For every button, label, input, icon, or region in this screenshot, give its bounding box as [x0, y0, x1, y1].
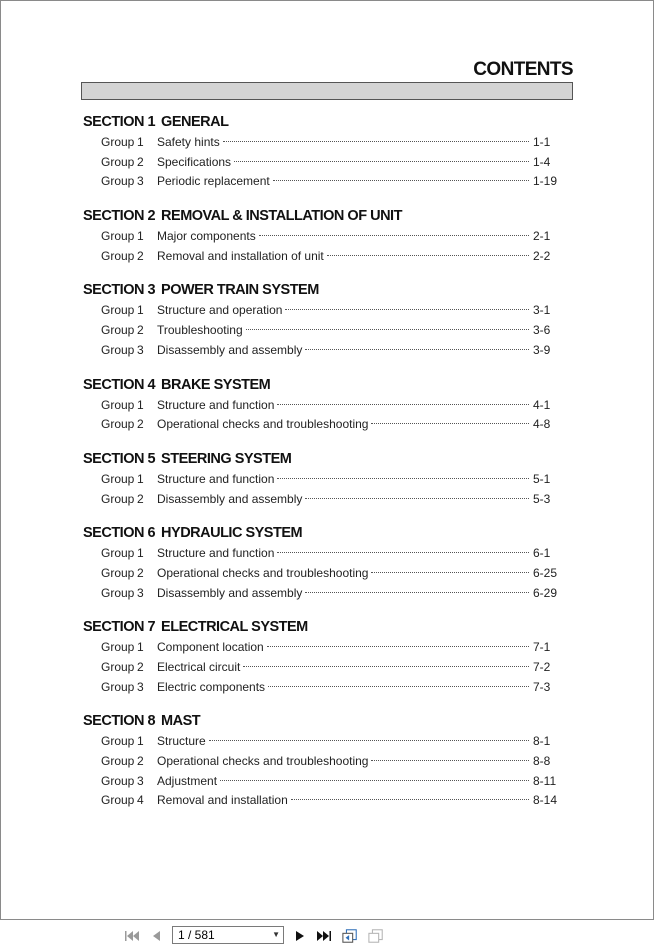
table-of-contents [83, 111, 558, 824]
group-label: Group [101, 491, 135, 506]
toc-entry[interactable] [83, 396, 553, 416]
group-label: Group [101, 174, 135, 189]
group-number: 2 [137, 754, 144, 769]
page-reference[interactable]: 4-1 [533, 397, 551, 412]
toc-section [83, 522, 558, 603]
dot-leader [277, 478, 529, 479]
group-label: Group [101, 417, 135, 432]
toc-entry[interactable] [83, 564, 558, 584]
section-label: SECTION 8 [83, 713, 156, 730]
page-number-field[interactable] [172, 926, 284, 944]
entry-title: Electrical circuit [157, 660, 241, 674]
section-heading [83, 374, 553, 396]
group-label: Group [101, 546, 135, 561]
section-heading [83, 205, 553, 227]
group-number: 2 [137, 323, 144, 338]
group-label: Group [101, 565, 135, 580]
page-reference[interactable]: 7-3 [533, 679, 551, 694]
page-reference[interactable]: 5-1 [533, 471, 551, 486]
group-label: Group [101, 679, 135, 694]
toc-entry[interactable] [83, 638, 553, 658]
dot-leader [277, 404, 529, 405]
toc-entry[interactable] [83, 341, 553, 361]
dot-leader [223, 141, 529, 142]
dot-leader [268, 686, 529, 687]
toc-entry[interactable] [83, 791, 558, 811]
dot-leader [243, 666, 529, 667]
entry-title: Structure and function [157, 546, 275, 561]
entry-title: Removal and installation of unit [157, 248, 324, 263]
section-title: STEERING SYSTEM [161, 450, 292, 467]
group-label: Group [101, 303, 135, 318]
group-label: Group [101, 397, 135, 412]
section-heading [83, 522, 553, 544]
group-number: 3 [137, 679, 144, 694]
page-reference[interactable]: 6-1 [533, 546, 551, 561]
toc-entry[interactable] [83, 153, 553, 173]
group-number: 4 [137, 793, 144, 808]
page-reference[interactable]: 4-8 [533, 417, 551, 432]
page-reference[interactable]: 1-19 [533, 174, 558, 189]
dot-leader [305, 592, 529, 593]
entry-title: Structure and function [157, 471, 275, 486]
dot-leader [327, 255, 529, 256]
entry-title: Adjustment [157, 773, 218, 788]
group-number: 1 [137, 471, 144, 486]
section-label: SECTION 7 [83, 619, 156, 636]
section-label: SECTION 3 [83, 282, 156, 299]
toc-entry[interactable] [83, 678, 553, 698]
page-reference[interactable]: 6-25 [533, 565, 558, 580]
section-heading [83, 279, 553, 301]
entry-title: Troubleshooting [157, 323, 243, 338]
entry-title: Disassembly and assembly [157, 585, 303, 600]
toc-section [83, 111, 558, 192]
group-label: Group [101, 660, 135, 674]
toc-section [83, 448, 553, 509]
group-number: 3 [137, 342, 144, 357]
group-number: 2 [137, 565, 144, 580]
entry-title: Electric components [157, 679, 266, 694]
group-label: Group [101, 342, 135, 357]
dot-leader [267, 646, 529, 647]
group-label: Group [101, 323, 135, 338]
entry-title: Disassembly and assembly [157, 342, 303, 357]
section-label: SECTION 4 [83, 376, 156, 393]
dot-leader [234, 161, 529, 162]
previous-page-icon[interactable] [148, 928, 164, 944]
entry-title: Removal and installation [157, 793, 288, 808]
group-number: 2 [137, 417, 144, 432]
entry-title: Disassembly and assembly [157, 491, 303, 506]
group-number: 1 [137, 546, 144, 561]
contents-title: CONTENTS [473, 59, 573, 80]
page-reference[interactable]: 2-2 [533, 248, 551, 263]
section-title: HYDRAULIC SYSTEM [161, 525, 303, 542]
section-label: SECTION 1 [83, 114, 156, 130]
toc-entry[interactable] [83, 544, 553, 564]
page-reference[interactable]: 5-3 [533, 491, 551, 506]
last-page-icon[interactable] [316, 928, 332, 944]
entry-title: Structure and function [157, 397, 275, 412]
group-number: 1 [137, 397, 144, 412]
group-label: Group [101, 471, 135, 486]
group-label: Group [101, 734, 135, 749]
page-reference[interactable]: 8-11 [533, 773, 557, 788]
previous-view-icon[interactable] [342, 928, 358, 944]
toc-entry[interactable] [83, 301, 553, 321]
page-reference[interactable]: 8-14 [533, 793, 558, 808]
group-number: 1 [137, 734, 144, 749]
page-reference[interactable]: 2-1 [533, 229, 551, 244]
toc-section [83, 710, 558, 811]
entry-title: Component location [157, 640, 264, 655]
group-label: Group [101, 585, 135, 600]
toc-entry[interactable] [83, 732, 553, 752]
group-label: Group [101, 754, 135, 769]
toc-entry[interactable] [83, 752, 553, 772]
dot-leader [209, 740, 529, 741]
group-label: Group [101, 135, 135, 149]
toc-section [83, 374, 553, 435]
group-label: Group [101, 154, 135, 169]
section-title: ELECTRICAL SYSTEM [161, 619, 308, 636]
group-number: 2 [137, 154, 144, 169]
group-number: 2 [137, 660, 144, 674]
section-heading [83, 111, 553, 133]
dot-leader [305, 498, 529, 499]
group-number: 1 [137, 303, 144, 318]
page-reference[interactable]: 8-8 [533, 754, 551, 769]
next-page-icon[interactable] [292, 928, 308, 944]
chevron-down-icon[interactable]: ▼ [272, 930, 280, 939]
toc-entry[interactable] [83, 133, 553, 153]
entry-title: Structure [157, 734, 206, 749]
entry-title: Safety hints [157, 135, 220, 149]
entry-title: Periodic replacement [157, 174, 270, 189]
section-heading [83, 448, 553, 470]
page-indicator: 1 / 581 [178, 928, 215, 942]
entry-title: Operational checks and troubleshooting [157, 565, 369, 580]
section-title: MAST [161, 713, 201, 730]
group-number: 2 [137, 248, 144, 263]
entry-title: Major components [157, 229, 256, 244]
page-reference[interactable]: 7-2 [533, 660, 551, 674]
dot-leader [371, 760, 529, 761]
group-number: 3 [137, 585, 144, 600]
toc-entry[interactable] [83, 247, 553, 267]
group-label: Group [101, 229, 135, 244]
section-heading [83, 616, 553, 638]
first-page-icon[interactable] [124, 928, 140, 944]
page-reference[interactable]: 6-29 [533, 585, 558, 600]
section-title: GENERAL [161, 114, 229, 130]
section-label: SECTION 5 [83, 450, 156, 467]
group-label: Group [101, 793, 135, 808]
next-view-icon[interactable] [368, 928, 384, 944]
toc-section [83, 616, 553, 697]
page-reference[interactable]: 1-1 [533, 135, 551, 149]
dot-leader [277, 552, 529, 553]
toc-section [83, 205, 553, 266]
group-label: Group [101, 248, 135, 263]
toc-entry[interactable] [83, 490, 553, 510]
group-number: 3 [137, 174, 144, 189]
group-label: Group [101, 773, 135, 788]
entry-title: Operational checks and troubleshooting [157, 417, 369, 432]
toc-entry[interactable] [83, 321, 553, 341]
page-reference[interactable]: 7-1 [533, 640, 551, 655]
dot-leader [305, 349, 529, 350]
toc-entry[interactable] [83, 658, 553, 678]
group-number: 3 [137, 773, 144, 788]
toc-entry[interactable] [83, 415, 553, 435]
group-number: 2 [137, 491, 144, 506]
dot-leader [371, 572, 529, 573]
section-label: SECTION 2 [83, 208, 156, 225]
navigation-toolbar [0, 920, 654, 951]
toc-entry[interactable] [83, 172, 558, 192]
dot-leader [246, 329, 529, 330]
group-number: 1 [137, 229, 144, 244]
page-reference[interactable]: 3-6 [533, 323, 551, 338]
dot-leader [291, 799, 529, 800]
toc-entry[interactable] [83, 470, 553, 490]
entry-title: Structure and operation [157, 303, 283, 318]
section-label: SECTION 6 [83, 525, 156, 542]
dot-leader [371, 423, 529, 424]
entry-title: Specifications [157, 154, 232, 169]
document-page [3, 3, 649, 917]
entry-title: Operational checks and troubleshooting [157, 754, 369, 769]
group-label: Group [101, 640, 135, 655]
dot-leader [220, 780, 529, 781]
section-title: REMOVAL & INSTALLATION OF UNIT [161, 208, 402, 225]
dot-leader [285, 309, 529, 310]
section-title: POWER TRAIN SYSTEM [161, 282, 319, 299]
title-bar [81, 82, 573, 100]
dot-leader [273, 180, 529, 181]
dot-leader [259, 235, 529, 236]
toc-entry[interactable] [83, 772, 557, 792]
page-reference[interactable]: 1-4 [533, 154, 551, 169]
page-reference[interactable]: 8-1 [533, 734, 551, 749]
section-heading [83, 710, 553, 732]
group-number: 1 [137, 135, 144, 149]
group-number: 1 [137, 640, 144, 655]
toc-section [83, 279, 553, 360]
section-title: BRAKE SYSTEM [161, 376, 271, 393]
toc-entry[interactable] [83, 227, 553, 247]
page-reference[interactable]: 3-9 [533, 342, 551, 357]
toc-entry[interactable] [83, 584, 558, 604]
page-reference[interactable]: 3-1 [533, 303, 551, 318]
